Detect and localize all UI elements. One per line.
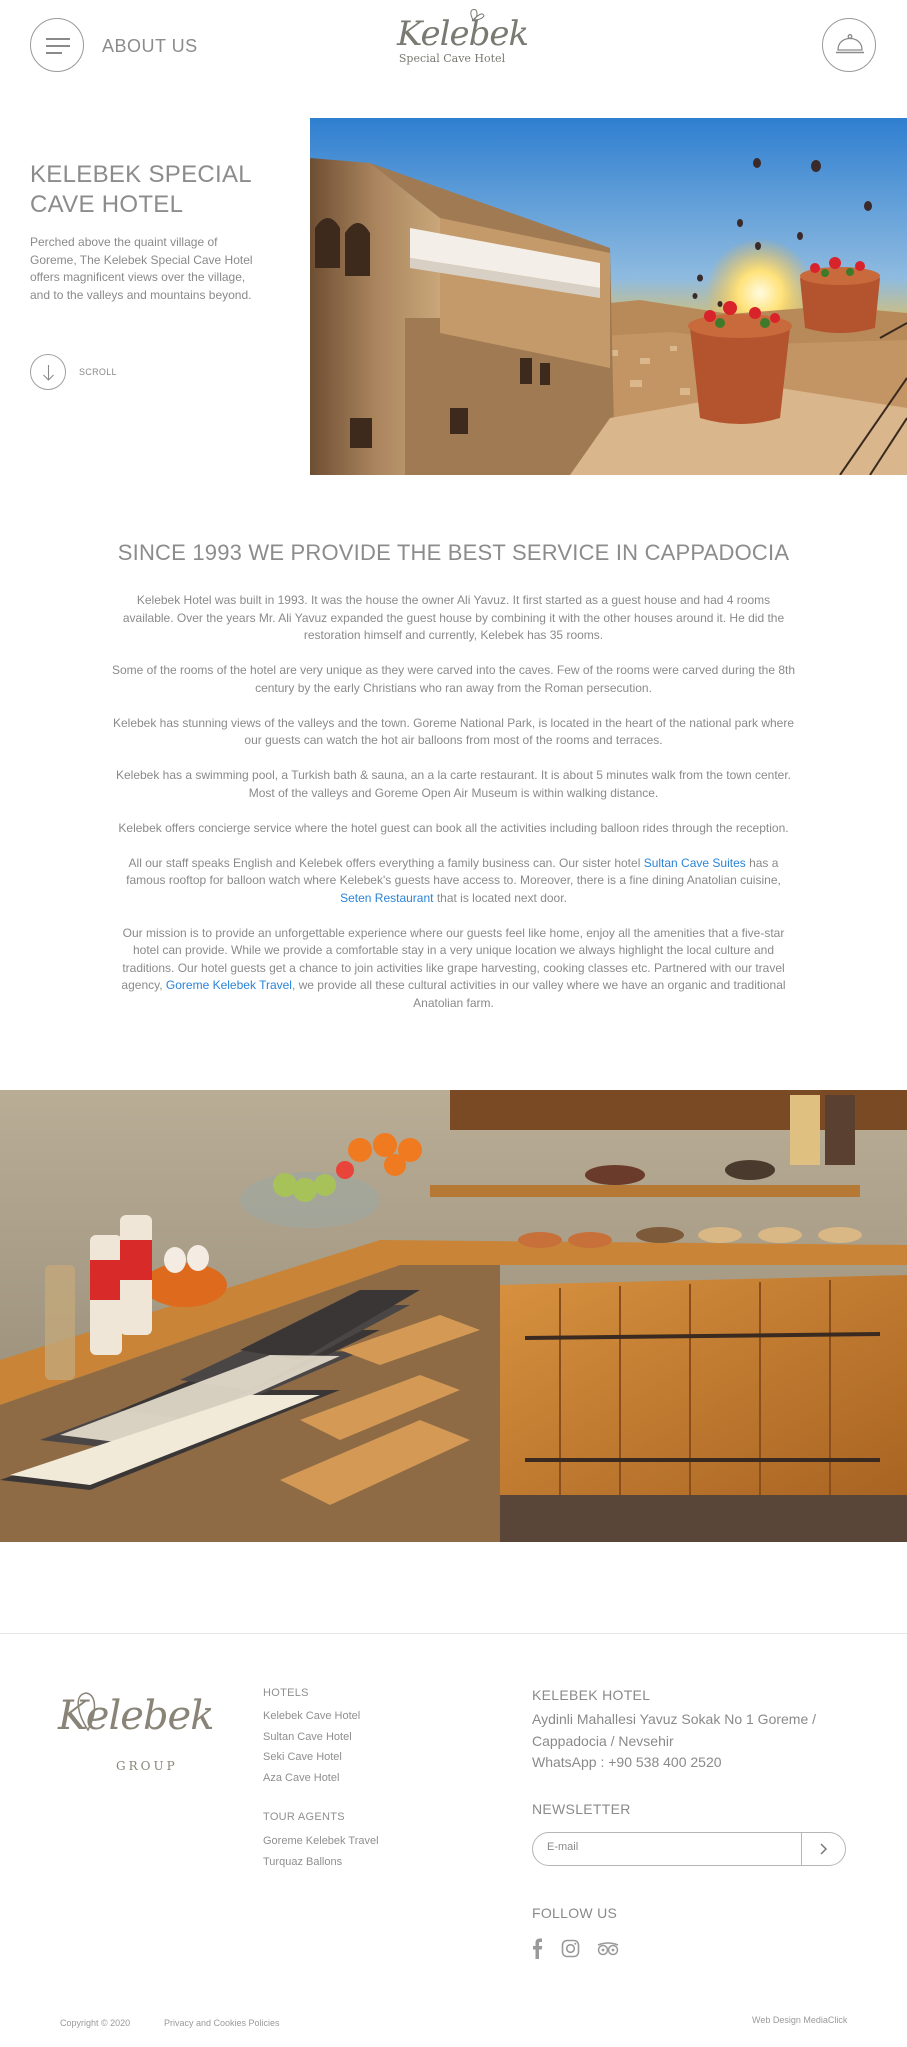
arrow-down-icon [31, 355, 67, 391]
scroll-label: SCROLL [79, 367, 117, 377]
hero-image-sunset-terrace [310, 118, 907, 475]
footer-link-aza-cave-hotel[interactable]: Aza Cave Hotel [263, 1771, 340, 1784]
footer-logo-subtitle: GROUP [116, 1759, 178, 1773]
hotels-heading: HOTELS [263, 1687, 309, 1699]
menu-button[interactable] [30, 18, 84, 72]
intro-text: that is located next door. [433, 890, 567, 905]
scroll-down-button[interactable] [30, 354, 66, 390]
intro-paragraph: Kelebek has stunning views of the valleys and the town. Goreme National Park, is located in the heart of the national park where our guests can watch the hot air balloons from most of the rooms and terraces. [112, 715, 795, 747]
facebook-icon[interactable] [532, 1938, 544, 1960]
newsletter-email-input[interactable] [547, 1841, 787, 1853]
footer-link-sultan-cave-hotel[interactable]: Sultan Cave Hotel [263, 1730, 352, 1743]
intro-text: has a famous rooftop for balloon watch where Kelebek's guests have access to. Moreover, there is a fine dining Anatolian cuisine, [126, 855, 781, 887]
contact-address: Aydinli Mahallesi Yavuz Sokak No 1 Goreme / Cappadocia / Nevsehir [532, 1711, 817, 1749]
intro-paragraph: Kelebek Hotel was built in 1993. It was the house the owner Ali Yavuz. It first started as a guest house and had 4 rooms available. Over the years Mr. Ali Yavuz expanded the guest house by combining it with the other houses around it. He did the restoration himself and currently, Kelebek has 35 rooms. [122, 593, 785, 642]
buffet-photo [0, 1090, 907, 1542]
intro-text: All our staff speaks English and Kelebek offers everything a family business can. Our sister hotel [128, 855, 644, 870]
newsletter-heading: NEWSLETTER [532, 1801, 631, 1817]
logo-wordmark: Kelebek [397, 14, 529, 54]
footer-link-kelebek-cave-hotel[interactable]: Kelebek Cave Hotel [263, 1710, 361, 1722]
web-design-credit-link[interactable]: Web Design MediaClick [752, 2015, 848, 2025]
footer-logo[interactable] [58, 1685, 218, 1775]
booking-bell-button[interactable] [822, 18, 876, 72]
tour-agents-heading: TOUR AGENTS [263, 1811, 345, 1823]
hero-title: KELEBEK SPECIAL CAVE HOTEL [30, 161, 252, 218]
intro-paragraph: Kelebek has a swimming pool, a Turkish bath & sauna, an a la carte restaurant. It is about 5 minutes walk from the town center. Most of the valleys and Goreme Open Air Museum is within walking distance. [115, 768, 792, 800]
contact-hotel-name: KELEBEK HOTEL [532, 1687, 651, 1703]
seten-restaurant-link[interactable]: Seten Restaurant [340, 890, 434, 905]
intro-paragraph [110, 855, 797, 908]
privacy-policy-link[interactable]: Privacy and Cookies Policies [164, 2018, 280, 2028]
hotels-list [263, 1706, 360, 1788]
goreme-kelebek-travel-link[interactable]: Goreme Kelebek Travel [165, 978, 292, 992]
contact-whatsapp[interactable]: WhatsApp : +90 538 400 2520 [532, 1754, 722, 1770]
intro-paragraph: Kelebek offers concierge service where the hotel guest can book all the activities including balloon rides through the reception. [118, 820, 789, 835]
butterfly-icon [397, 6, 507, 36]
footer-link-goreme-kelebek-travel[interactable]: Goreme Kelebek Travel [263, 1835, 379, 1847]
newsletter-form [532, 1832, 846, 1866]
sultan-cave-suites-link[interactable]: Sultan Cave Suites [643, 855, 746, 870]
intro-text: Our mission is to provide an unforgettable experience where our guests feel like home, enjoy all the amenities that a five-star hotel can provide. While we provide a comfortable stay in a very unique location we always highlight the local culture and traditions. Our hotel guests get a chance to join activities like grape harvesting, cooking classes etc. Partnered with our travel agency, [121, 925, 785, 992]
intro-body [110, 592, 797, 1030]
hero-photo [310, 118, 907, 475]
instagram-icon[interactable] [561, 1938, 581, 1960]
site-logo[interactable] [397, 6, 529, 82]
follow-us-heading: FOLLOW US [532, 1905, 618, 1921]
chevron-right-icon [802, 1833, 846, 1865]
hamburger-icon-line [46, 52, 62, 54]
footer-link-turquaz-ballons[interactable]: Turquaz Ballons [263, 1855, 343, 1868]
hamburger-icon [46, 38, 70, 40]
tripadvisor-icon[interactable] [596, 1938, 620, 1960]
newsletter-submit-button[interactable] [802, 1833, 846, 1865]
intro-paragraph: Some of the rooms of the hotel are very unique as they were carved into the caves. Few of the rooms were carved during the 8th century by the early Christians who ran away from the Roman persecution. [111, 663, 796, 695]
footer-divider [0, 1633, 907, 1634]
tour-agents-list [263, 1831, 379, 1872]
logo-subtitle: Special Cave Hotel [398, 52, 506, 65]
intro-title: SINCE 1993 WE PROVIDE THE BEST SERVICE IN CAPPADOCIA [117, 540, 790, 565]
intro-paragraph [110, 925, 797, 1013]
reception-bell-icon [823, 19, 877, 73]
footer-link-seki-cave-hotel[interactable]: Seki Cave Hotel [263, 1751, 342, 1763]
intro-text: , we provide all these cultural activities in our valley where we have an organic and traditional Anatolian farm. [291, 978, 786, 1010]
site-header [0, 0, 907, 110]
about-us-link[interactable]: ABOUT US [102, 36, 198, 56]
footer-logo-wordmark: Kelebek [58, 1693, 214, 1739]
hero-description: Perched above the quaint village of Goreme, The Kelebek Special Cave Hotel offers magnificent views over the village, and to the valleys and mountains beyond. [30, 235, 253, 302]
hamburger-icon-line [46, 45, 70, 47]
copyright-text: Copyright © 2020 [60, 2018, 131, 2028]
breakfast-buffet-image [0, 1090, 907, 1542]
